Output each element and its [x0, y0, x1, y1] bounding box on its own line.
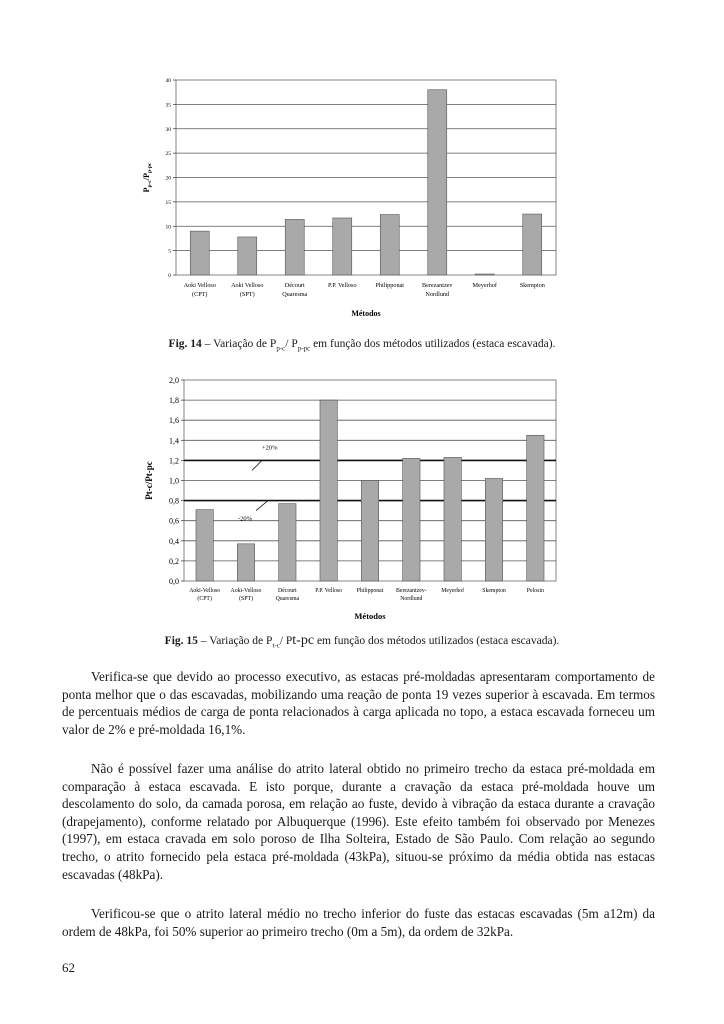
- y-tick-label: 5: [168, 248, 171, 255]
- x-tick-label: Pelosin: [526, 588, 544, 594]
- figure-14-caption-mid: / P: [285, 338, 298, 350]
- paragraph-2: Não é possível fazer uma análise do atrito lateral obtido no primeiro trecho da estaca pré-moldada em comparação à estaca escavada. E isto porque, durante a cravação da estaca pré-moldada houve um descolamento do solo, da camada porosa, em relação ao fuste, devido à vibração da estaca durante a cravação (drapejamento), conforme relatado por Albuquerque (1996). Este efeito também foi observado por Menezes (1997), em estaca cravada em solo poroso de Ilha Solteira, Estado de São Paulo. Com relação ao segundo trecho, o atrito fornecido pela estaca pré-moldada (43kPa), situou-se próximo da média obtida nas estacas escavadas (48kPa).: [62, 761, 655, 882]
- bar: [361, 481, 378, 582]
- x-tick-label: Aoki Velloso: [231, 282, 264, 289]
- y-tick-label: 1,2: [169, 456, 179, 466]
- figure-14-label: Fig. 14: [168, 338, 202, 350]
- y-tick-label: 0,2: [169, 556, 179, 566]
- y-tick-label: 30: [165, 126, 171, 133]
- x-tick-label: Aoki Velloso: [183, 282, 216, 289]
- x-tick-label: Meyerhof: [472, 282, 497, 289]
- y-tick-label: 1,8: [169, 396, 179, 406]
- figure-15-chart: [0, 370, 724, 625]
- y-axis-title-part: P: [142, 187, 151, 193]
- figure-15-caption-sub1: t-c: [272, 641, 280, 650]
- bar: [475, 274, 494, 275]
- x-tick-label: Décourt: [277, 588, 297, 594]
- y-axis-title: Pt-c/Pt-pc: [144, 461, 154, 500]
- bar: [485, 478, 502, 581]
- y-tick-label: 0,6: [169, 516, 179, 526]
- paragraph-3: Verificou-se que o atrito lateral médio no trecho inferior do fuste das estacas escavadas (5m a12m) da ordem de 48kPa, foi 50% superior ao primeiro trecho (0m a 5m), da ordem de 32kPa.: [62, 906, 655, 939]
- y-tick-label: 10: [165, 224, 171, 231]
- y-tick-label: 1,6: [169, 416, 179, 426]
- annotation-minus-20: -20%: [238, 515, 253, 523]
- bar: [428, 90, 447, 275]
- y-tick-label: 0,0: [169, 577, 179, 586]
- x-tick-label: Skempton: [482, 588, 506, 594]
- bar: [527, 435, 544, 581]
- bar: [444, 457, 461, 581]
- x-tick-label: Aoki-Velloso: [230, 588, 262, 594]
- x-tick-label: (SPT): [239, 596, 253, 602]
- y-tick-label: 0,4: [169, 536, 179, 546]
- y-tick-label: 40: [165, 78, 171, 84]
- x-tick-label: Nordlund: [400, 596, 423, 602]
- figure-15-dash: –: [200, 635, 207, 647]
- x-axis-title: Métodos: [354, 611, 386, 621]
- x-tick-label: Berezantzev: [421, 282, 453, 289]
- figure-14-caption-sub2: p-pc: [297, 344, 311, 353]
- annotation-plus-20: +20%: [262, 444, 278, 452]
- bar: [279, 504, 296, 581]
- figure-15-caption-pre: Variação de P: [209, 635, 273, 647]
- bar: [190, 231, 209, 275]
- figure-15-caption-post: em função dos métodos utilizados (estaca escavada).: [316, 635, 560, 647]
- figure-14-caption-sub1: p-c: [276, 344, 286, 353]
- bar: [237, 544, 254, 581]
- figure-15-label: Fig. 15: [164, 635, 198, 647]
- bar: [523, 214, 542, 275]
- y-axis-title-sub: p-pc: [147, 162, 153, 174]
- bar: [333, 218, 352, 275]
- bar: [403, 458, 420, 581]
- figure-14-chart: [0, 70, 724, 325]
- bar: [320, 400, 337, 581]
- x-tick-label: P.P. Velloso: [315, 588, 343, 594]
- y-axis-title-sub: p-c: [147, 180, 153, 188]
- x-tick-label: (CPT): [197, 596, 212, 602]
- x-axis-title: Métodos: [351, 309, 381, 318]
- y-tick-label: 25: [165, 151, 171, 158]
- y-tick-label: 35: [165, 102, 171, 109]
- bar: [380, 215, 399, 275]
- x-tick-label: Skempton: [519, 282, 545, 289]
- x-tick-label: Quaresma: [282, 291, 308, 298]
- x-tick-label: Philipponat: [356, 588, 384, 594]
- bar: [238, 237, 257, 275]
- figure-15-caption-sub2: t-pc: [292, 633, 315, 648]
- y-tick-label: 20: [165, 175, 171, 182]
- y-tick-label: 0,8: [169, 496, 179, 506]
- x-tick-label: P.P. Velloso: [327, 282, 357, 289]
- bar: [196, 510, 213, 581]
- x-tick-label: Meyerhof: [441, 588, 465, 594]
- x-tick-label: (SPT): [239, 291, 255, 298]
- y-tick-label: 2,0: [169, 376, 179, 385]
- y-tick-label: 15: [165, 199, 171, 206]
- figure-14-dash: –: [204, 338, 211, 350]
- x-tick-label: Aoki-Velloso: [189, 588, 221, 594]
- figure-14-caption: [0, 337, 724, 355]
- y-tick-label: 1,4: [169, 436, 179, 446]
- figure-15-svg: [0, 370, 724, 625]
- figure-15-caption: [0, 634, 724, 652]
- x-tick-label: Berezantzev-: [396, 588, 427, 594]
- paragraph-1: Verifica-se que devido ao processo executivo, as estacas pré-moldadas apresentaram comportamento de ponta melhor que o das escavadas, mobilizando uma reação de ponta 19 vezes superior à escavada. Em termos de percentuais médios de carga de ponta relacionados à carga aplicada no topo, a estaca escavada forneceu um valor de 2% e pré-moldada 16,1%.: [62, 669, 655, 737]
- x-tick-label: Quaresma: [275, 596, 300, 602]
- x-tick-label: Décourt: [284, 282, 305, 289]
- x-tick-label: (CPT): [192, 291, 208, 298]
- figure-14-svg: [0, 70, 724, 325]
- figure-14-caption-post: em função dos métodos utilizados (estaca escavada).: [313, 338, 556, 350]
- x-tick-label: Nordlund: [425, 291, 450, 298]
- y-tick-label: 0: [168, 273, 171, 279]
- bar: [285, 219, 304, 275]
- figure-14-caption-pre: Variação de P: [213, 338, 277, 350]
- y-axis-title: [142, 162, 153, 192]
- figure-15-caption-mid: / P: [279, 635, 293, 647]
- x-tick-label: Philipponat: [375, 282, 405, 289]
- y-tick-label: 1,0: [169, 476, 179, 486]
- y-axis-title-part: /P: [142, 173, 151, 181]
- page-number: 62: [62, 960, 75, 975]
